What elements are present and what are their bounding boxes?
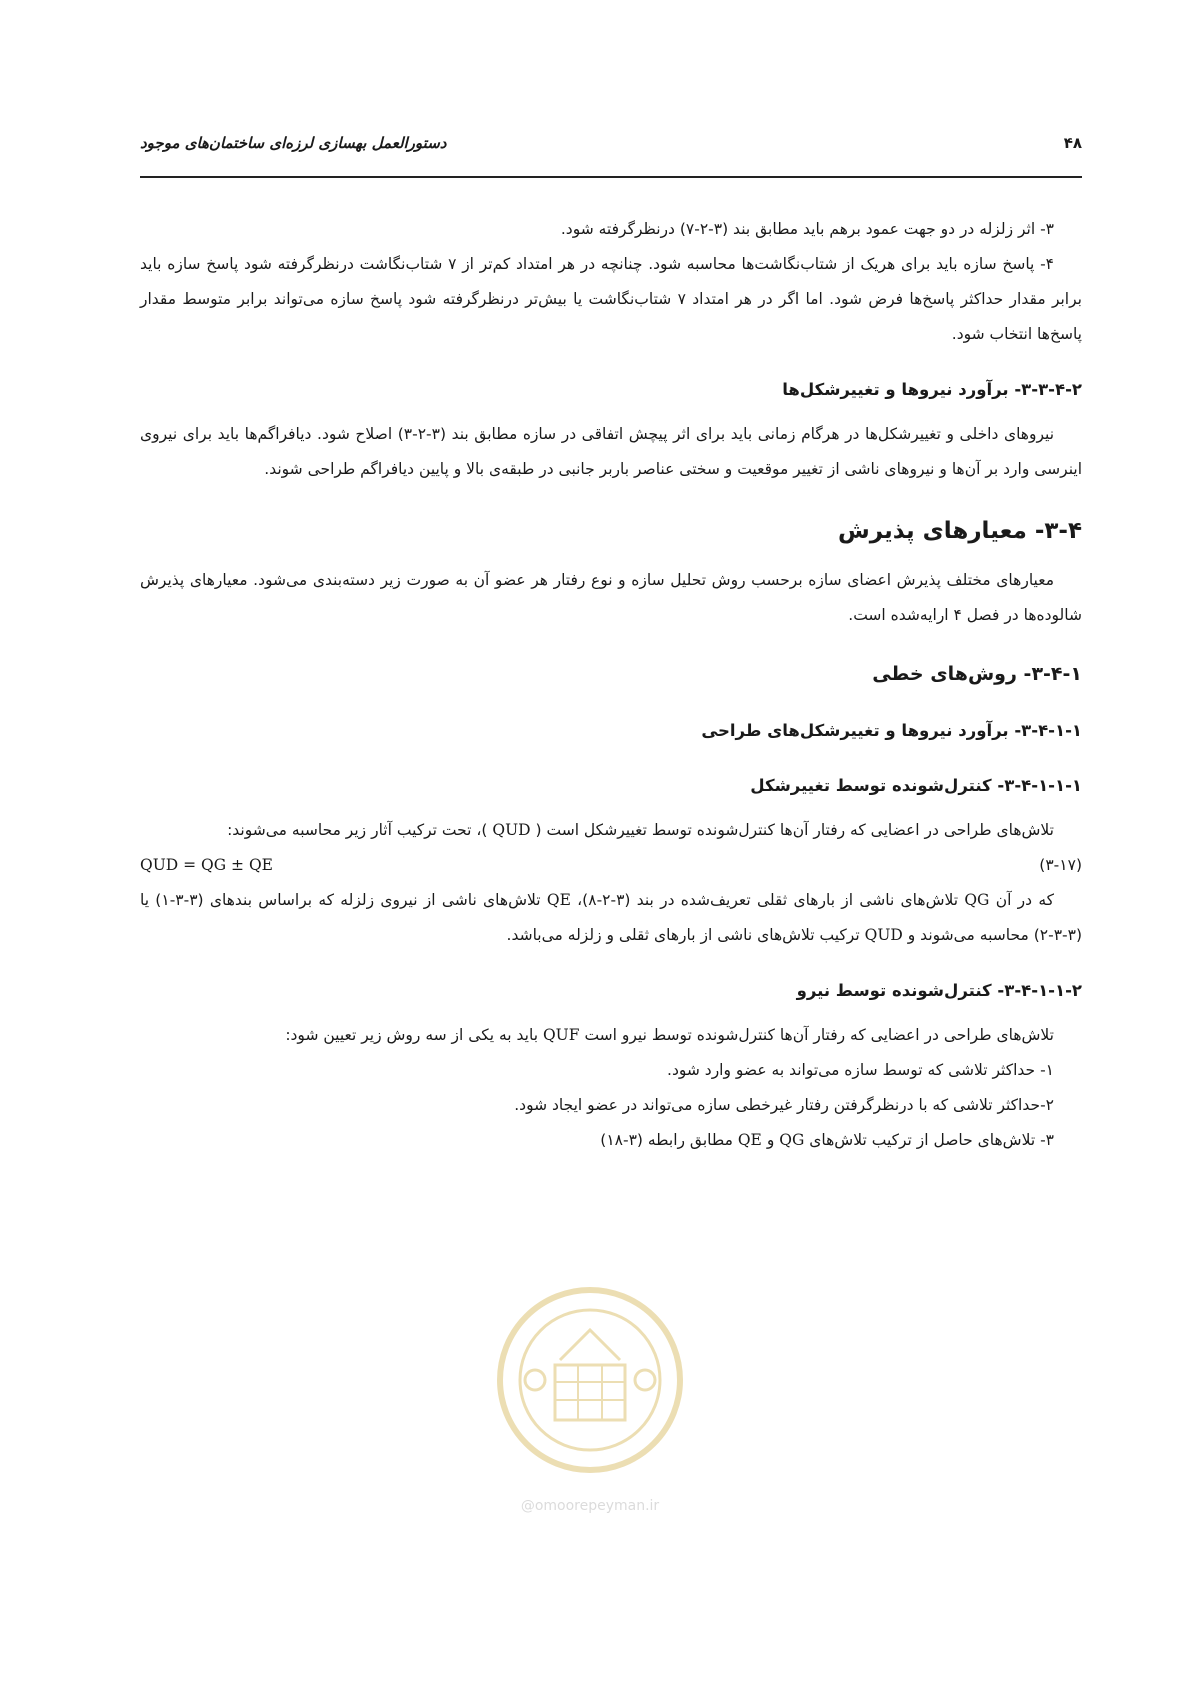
list-item: ۲-حداکثر تلاشی که با درنظرگرفتن رفتار غیرخطی سازه می‌تواند در عضو ایجاد شود.: [514, 1096, 1054, 1114]
heading-3-4-1-1-1: ۳-۴-۱-۱-۱- کنترل‌شونده توسط تغییرشکل: [750, 776, 1082, 795]
watermark: [490, 1270, 690, 1530]
text-fragment: تلاش‌های طراحی در اعضایی که رفتار آن‌ها کنترل‌شونده توسط تغییرشکل است (: [535, 821, 1054, 839]
text-fragment: که در آن: [995, 891, 1055, 909]
list-item: ۱- حداکثر تلاشی که توسط سازه می‌تواند به عضو وارد شود.: [667, 1061, 1054, 1079]
running-title: دستورالعمل بهسازی لرزه‌ای ساختمان‌های موجود: [140, 134, 447, 152]
methods-list: [140, 1053, 1082, 1158]
symbol-qe: QE: [737, 1131, 762, 1149]
text-fragment: ۳- تلاش‌های حاصل از ترکیب تلاش‌های: [809, 1131, 1054, 1149]
paragraph-forces: نیروهای داخلی و تغییرشکل‌ها در هرگام زمانی باید برای اثر پیچش اتفاقی در سازه مطابق بند (۳-۲-۳) اصلاح شود. دیافراگم‌ها باید برای نیروی اینرسی وارد بر آن‌ها و نیروهای ناشی از تغییر موقعیت و سختی عناصر باربر جانبی در طبقه‌ی بالا و پایین دیافراگم طراحی شوند.: [140, 425, 1082, 478]
symbol-qg: QG: [779, 1131, 805, 1149]
symbol-qud: QUD: [492, 821, 531, 839]
equation-3-17: [140, 848, 1082, 883]
body-text: [140, 212, 1082, 1158]
symbol-qe: QE: [546, 891, 571, 909]
text-fragment: تلاش‌های ناشی از بارهای ثقلی تعریف‌شده در بند (۳-۲-۸)،: [577, 891, 959, 909]
watermark-text: @omoorepeyman.ir: [520, 1498, 660, 1514]
heading-3-4-1: ۳-۴-۱- روش‌های خطی: [872, 663, 1082, 685]
symbol-qud: QUD: [864, 926, 903, 944]
header-rule: [140, 176, 1082, 178]
text-fragment: تلاش‌های طراحی در اعضایی که رفتار آن‌ها کنترل‌شونده توسط نیرو است: [584, 1026, 1054, 1044]
equation-formula: QUD = QG ± QE: [140, 856, 273, 874]
page-number: ۴۸: [1063, 134, 1082, 152]
symbol-quf: QUF: [542, 1026, 580, 1044]
paragraph-item-4: ۴- پاسخ سازه باید برای هریک از شتاب‌نگاشت‌ها محاسبه شود. چنانچه در هر امتداد کم‌تر از ۷ شتاب‌نگاشت درنظرگرفته شود پاسخ سازه باید برابر مقدار حداکثر پاسخ‌ها فرض شود. اما اگر در هر امتداد ۷ شتاب‌نگاشت یا بیش‌تر درنظرگرفته شود پاسخ سازه می‌تواند برابر متوسط مقدار پاسخ‌ها انتخاب شود.: [140, 255, 1082, 343]
heading-3-4: ۳-۴- معیارهای پذیرش: [838, 518, 1082, 544]
page-header: [140, 128, 1082, 158]
paragraph-deformation-controlled: [140, 813, 1082, 848]
paragraph-force-controlled: [140, 1018, 1082, 1053]
text-fragment: ترکیب تلاش‌های ناشی از بارهای ثقلی و زلزله می‌باشد.: [506, 926, 860, 944]
equation-number: (۳-۱۷): [1039, 856, 1082, 874]
paragraph-where: [140, 883, 1082, 953]
text-fragment: تلاش‌های ناشی از نیروی زلزله که براساس بندهای (۳-۳-۱) یا (۳-۳-۲) محاسبه می‌شوند و: [140, 891, 1082, 944]
heading-3-4-1-1-2: ۳-۴-۱-۱-۲- کنترل‌شونده توسط نیرو: [796, 981, 1082, 1000]
text-fragment: )، تحت ترکیب آثار زیر محاسبه می‌شوند:: [227, 821, 488, 839]
text-fragment: باید به یکی از سه روش زیر تعیین شود:: [285, 1026, 539, 1044]
paragraph-criteria: معیارهای مختلف پذیرش اعضای سازه برحسب روش تحلیل سازه و نوع رفتار هر عضو آن به صورت زیر دسته‌بندی می‌شود. معیارهای پذیرش شالوده‌ها در فصل ۴ ارایه‌شده است.: [140, 571, 1082, 624]
heading-3-3-4-2: ۳-۳-۴-۲- برآورد نیروها و تغییرشکل‌ها: [782, 380, 1082, 399]
paragraph-item-3: ۳- اثر زلزله در دو جهت عمود برهم باید مطابق بند (۳-۲-۷) درنظرگرفته شود.: [560, 220, 1054, 238]
text-fragment: مطابق رابطه (۳-۱۸): [600, 1131, 733, 1149]
seal-logo-icon: [490, 1270, 690, 1490]
list-item: [140, 1123, 1082, 1158]
text-fragment: و: [766, 1131, 775, 1149]
symbol-qg: QG: [964, 891, 990, 909]
heading-3-4-1-1: ۳-۴-۱-۱- برآورد نیروها و تغییرشکل‌های طراحی: [701, 721, 1082, 740]
